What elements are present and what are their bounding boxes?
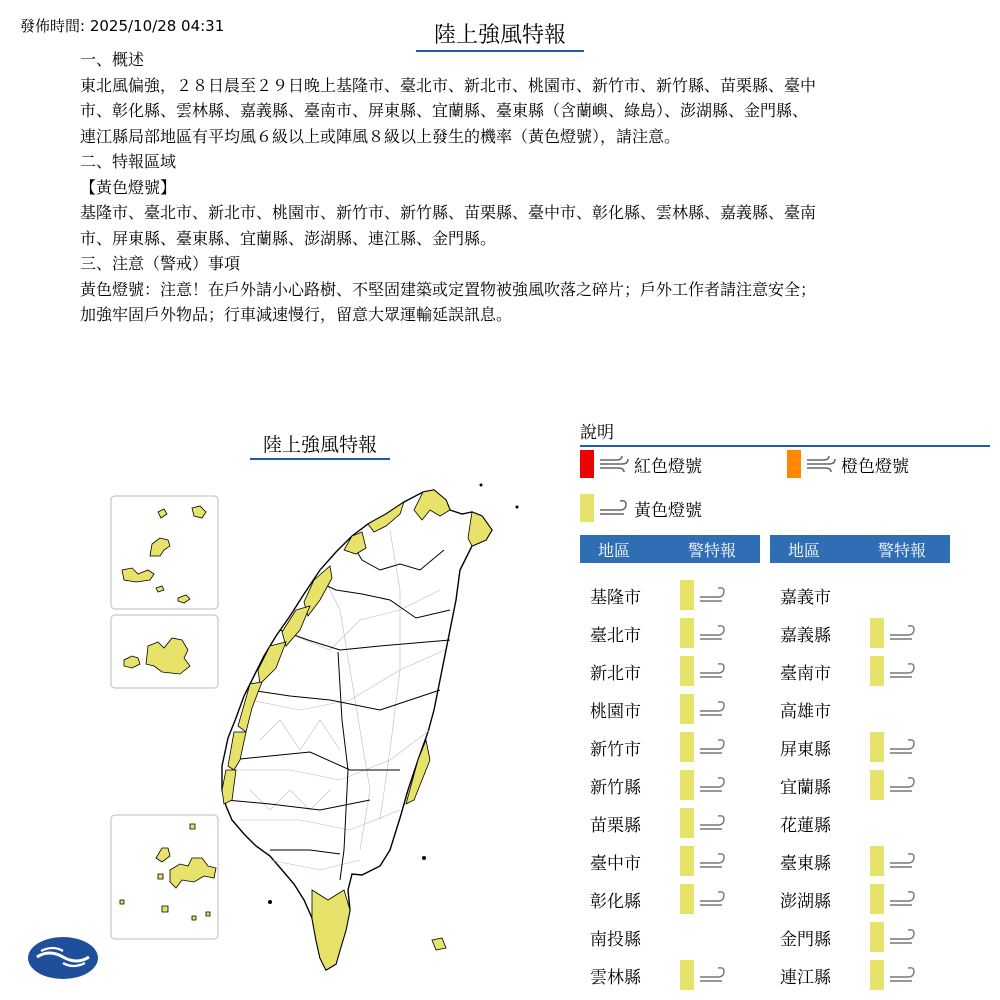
wind-icon [698, 851, 728, 871]
table-row [580, 618, 728, 648]
col-warning-header: 警特報 [878, 540, 927, 560]
wind-icon [698, 775, 728, 795]
region-name: 臺東縣 [780, 853, 831, 874]
legend-orange-swatch [787, 450, 801, 478]
cautions-line: 加強牢固戶外物品；行車減速慢行，留意大眾運輸延誤訊息。 [80, 305, 513, 324]
yellow-warning-marker [870, 960, 884, 990]
yellow-warning-marker [680, 884, 694, 914]
col-warning-header: 警特報 [688, 540, 737, 560]
wind-icon [698, 661, 728, 681]
wind-icon [888, 775, 918, 795]
overview-line: 市、彰化縣、雲林縣、嘉義縣、臺南市、屏東縣、宜蘭縣、臺東縣（含蘭嶼、綠島）、澎湖縣、金門縣、 [80, 101, 809, 120]
table-row [770, 694, 870, 724]
region-name: 臺北市 [590, 625, 641, 646]
wind-icon [888, 623, 918, 643]
table-row [770, 808, 870, 838]
penghu-islands [120, 824, 216, 920]
wind-icon [888, 851, 918, 871]
region-name: 臺中市 [590, 853, 641, 874]
region-name: 臺南市 [780, 663, 831, 684]
areas-line: 基隆市、臺北市、新北市、桃園市、新竹市、新竹縣、苗栗縣、臺中市、彰化縣、雲林縣、嘉義縣、臺南 [80, 203, 817, 222]
region-name: 高雄市 [780, 701, 831, 722]
wind-icon [598, 498, 630, 518]
table-row [770, 960, 918, 990]
region-name: 南投縣 [590, 929, 641, 950]
cautions-line: 黃色燈號：注意！在戶外請小心路樹、不堅固建築或定置物被強風吹落之碎片；戶外工作者請注意安全； [80, 279, 817, 299]
wind-icon [888, 889, 918, 909]
section-heading-areas: 二、特報區域 [80, 152, 177, 171]
wind-icon [598, 454, 630, 474]
region-name: 新竹縣 [590, 777, 641, 798]
yellow-warning-marker [680, 580, 694, 610]
region-name: 嘉義市 [780, 587, 831, 608]
region-name: 屏東縣 [780, 739, 831, 760]
table-row [580, 732, 728, 762]
table-row [580, 884, 728, 914]
col-region-header: 地區 [598, 540, 631, 560]
table-row [580, 656, 728, 686]
region-name: 花蓮縣 [780, 815, 831, 836]
areas-line: 市、屏東縣、臺東縣、宜蘭縣、澎湖縣、連江縣、金門縣。 [80, 228, 497, 248]
wind-icon [698, 965, 728, 985]
col-region-header: 地區 [788, 540, 821, 560]
region-name: 基隆市 [590, 587, 641, 608]
yellow-warning-marker [870, 922, 884, 952]
yellow-warning-marker [870, 618, 884, 648]
region-name: 彰化縣 [590, 891, 641, 912]
taiwan-main-island [222, 490, 492, 970]
wind-icon [698, 585, 728, 605]
legend-red-label: 紅色燈號 [634, 456, 702, 477]
legend-item-orange [787, 450, 909, 478]
region-name: 宜蘭縣 [780, 777, 831, 798]
legend-title: 說明 [580, 418, 990, 447]
legend-orange-label: 橙色燈號 [841, 456, 909, 477]
region-name: 桃園市 [590, 701, 641, 722]
table-row [580, 808, 728, 838]
region-name: 新竹市 [590, 739, 641, 760]
region-name: 連江縣 [780, 967, 831, 988]
issue-time: 發佈時間: 2025/10/28 04:31 [20, 17, 225, 35]
legend-item-red [580, 450, 702, 478]
yellow-warning-marker [870, 656, 884, 686]
region-name: 嘉義縣 [780, 625, 831, 646]
bulletin-text [80, 47, 920, 328]
section-heading-overview: 一、概述 [80, 50, 145, 69]
table-row [580, 922, 680, 952]
yellow-warning-marker [870, 846, 884, 876]
table-header-left [580, 535, 760, 563]
yellow-warning-marker [680, 960, 694, 990]
yellow-warning-marker [680, 732, 694, 762]
yellow-warning-marker [680, 656, 694, 686]
table-row [770, 732, 918, 762]
table-row [770, 846, 918, 876]
table-row [770, 618, 918, 648]
wind-icon [698, 699, 728, 719]
region-name: 雲林縣 [590, 967, 641, 988]
yellow-warning-marker [680, 846, 694, 876]
table-row [580, 960, 728, 990]
wind-icon [698, 813, 728, 833]
section-heading-cautions: 三、注意（警戒）事項 [80, 254, 241, 273]
kinmen-islands [124, 638, 190, 674]
yellow-warning-marker [870, 770, 884, 800]
table-row [580, 694, 728, 724]
wind-icon [805, 454, 837, 474]
yellow-warning-marker [680, 694, 694, 724]
region-name: 新北市 [590, 663, 641, 684]
wind-icon [698, 737, 728, 757]
page-title: 陸上強風特報 [416, 18, 584, 52]
wind-icon [698, 623, 728, 643]
table-row [580, 770, 728, 800]
yellow-warning-marker [870, 732, 884, 762]
table-row [770, 656, 918, 686]
table-row [770, 770, 918, 800]
wind-icon [888, 661, 918, 681]
region-name: 苗栗縣 [590, 815, 641, 836]
yellow-warning-marker [680, 808, 694, 838]
legend-yellow-label: 黃色燈號 [634, 500, 702, 521]
overview-line: 東北風偏強，２８日晨至２９日晚上基隆市、臺北市、新北市、桃園市、新竹市、新竹縣、苗栗縣、臺中 [80, 75, 817, 95]
wind-icon [888, 737, 918, 757]
legend-red-swatch [580, 450, 594, 478]
table-row [770, 922, 918, 952]
wind-icon [888, 927, 918, 947]
overview-line: 連江縣局部地區有平均風６級以上或陣風８級以上發生的機率（黃色燈號），請注意。 [80, 126, 681, 146]
table-header-right [770, 535, 950, 563]
taiwan-warning-map [100, 470, 520, 990]
region-name: 澎湖縣 [780, 891, 831, 912]
wind-icon [888, 965, 918, 985]
agency-logo [27, 935, 99, 981]
legend-item-yellow [580, 494, 702, 522]
table-row [580, 846, 728, 876]
legend-yellow-swatch [580, 494, 594, 522]
table-row [580, 580, 728, 610]
yellow-warning-marker [870, 884, 884, 914]
yellow-warning-marker [680, 770, 694, 800]
region-name: 金門縣 [780, 929, 831, 950]
areas-line: 【黃色燈號】 [80, 177, 177, 197]
map-title: 陸上強風特報 [250, 430, 390, 460]
wind-icon [698, 889, 728, 909]
matsu-islands [122, 506, 206, 603]
yellow-warning-marker [680, 618, 694, 648]
table-row [770, 580, 870, 610]
table-row [770, 884, 918, 914]
